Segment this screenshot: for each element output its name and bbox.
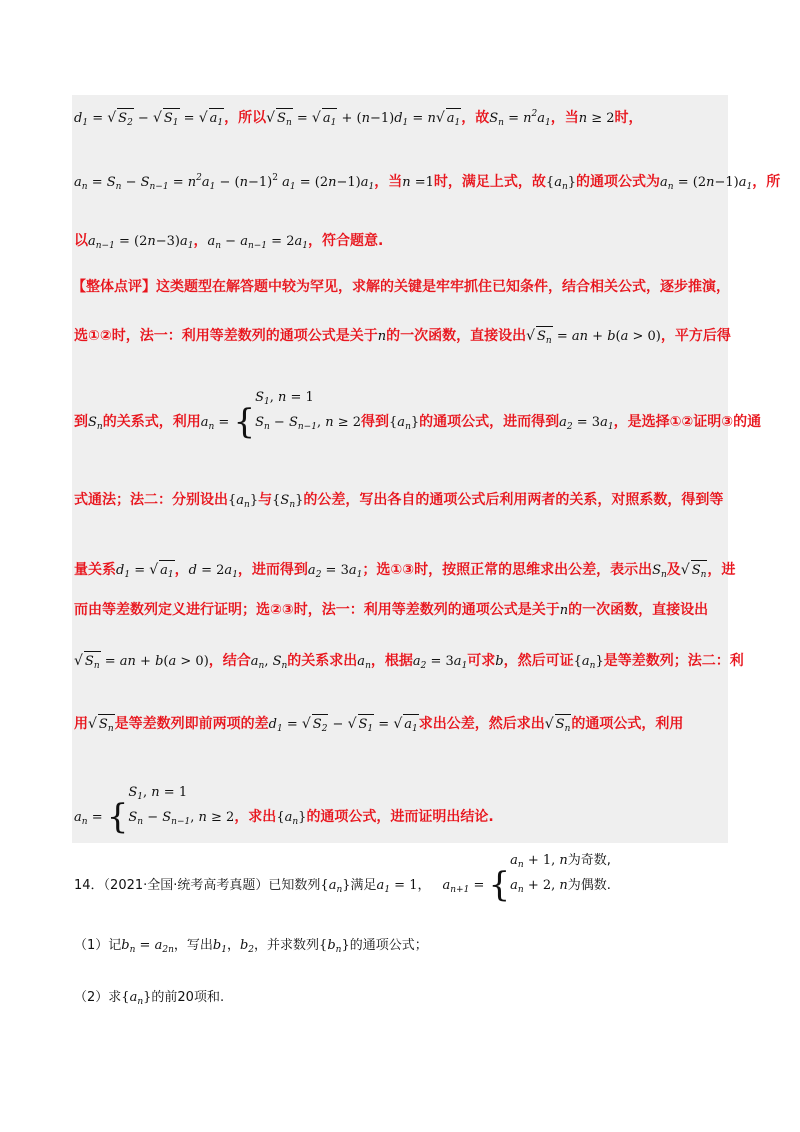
- solution-line-9: 而由等差数列定义进行证明；选②③时，法一：利用等差数列的通项公式是关于n的一次函数，直接设出: [74, 602, 709, 618]
- text: 以: [74, 233, 88, 249]
- text: 与: [258, 492, 273, 508]
- text: ，进而得到: [237, 562, 308, 578]
- question-14-part-2: （2）求$\{a_n\}$的前20项和.: [74, 990, 225, 1007]
- text: ，当: [550, 110, 579, 126]
- text: 的一次函数，直接设出: [568, 602, 709, 618]
- text: ，所以: [224, 110, 267, 126]
- text: ，并求数列: [254, 938, 320, 953]
- text: （2）求: [74, 990, 122, 1005]
- solution-line-8: 量关系$d_1$ = √ $a_1$，$d = 2a_1$，进而得到$a_2 = 3a_1$；选①③时，按照正常的思维求出公差，表示出$S_n$及√ $S_n$，进: [74, 560, 735, 585]
- solution-line-2: $a_n = S_n - S_{n-1} = n^2a_1 - (n-1)^2$ $a_1 = (2n-1)a_1$，当n =1时，满足上式，故$\{a_n\}$的通项公式为$a_n = (2n-1)a_1$，所: [74, 173, 781, 192]
- text: ，是选择①②证明③的通: [613, 414, 762, 430]
- solution-line-5: 选①②时，法一：利用等差数列的通项公式是关于n的一次函数，直接设出√ $S_n$ = an + b(a > 0)，平方后得: [74, 326, 731, 351]
- text: ，当: [374, 174, 403, 190]
- text: 求出公差，然后求出: [418, 716, 545, 732]
- text: 得到: [361, 414, 390, 430]
- solution-line-6: 到$S_n$的关系式，利用$a_n = \{S_1$, n = 1 $S_n - S_{n-1}$, n ≥ 2得到$\{a_n\}$的通项公式，进而得到$a_2 = 3a_1$，是选择①②证明③的通: [74, 390, 762, 442]
- text: 的通项公式，进而得到: [419, 414, 560, 430]
- question-14: 14．（2021·全国·统考高考真题）已知数列$\{a_n\}$满足$a_1 = 1$， $a_{n+1} = \{a_n + 1$, n为奇数, $a_n + 2$, n为偶数.: [74, 853, 611, 905]
- text: 的关系式，利用: [102, 414, 201, 430]
- text: ，求出: [234, 809, 277, 825]
- text: 时，: [614, 110, 643, 126]
- solution-line-10: √ $S_n$ = an + b(a > 0)，结合$a_n$, $S_n$的关系求出$a_n$，根据$a_2 = 3a_1$可求b，然后可证$\{a_n\}$是等差数列；法二：利: [74, 651, 744, 676]
- solution-line-7: 式通法；法二：分别设出$\{a_n\}$与$\{S_n\}$的公差，写出各自的通项公式后利用两者的关系，对照系数，得到等: [74, 492, 724, 510]
- solution-line-1: $d_1$ = √ $S_2$ − √ $S_1$ = √ $a_1$，所以√ $S_n$ = √ $a_1 + (n-1)d_1 = n√$ $a_1$，故$S_n = n^2a_1$，当n ≥ 2时，: [74, 104, 643, 133]
- overall-comment-title: 【整体点评】这类题型在解答题中较为罕见，求解的关键是牢牢抓住已知条件，结合相关公式，逐步推演，: [72, 279, 730, 295]
- text: 14．（2021·全国·统考高考真题）已知数列: [74, 878, 321, 893]
- text: 式通法；法二：分别设出: [74, 492, 228, 508]
- text: 为奇数,: [567, 853, 611, 868]
- text: 的通项公式；: [349, 938, 428, 953]
- text: ，所: [752, 174, 781, 190]
- text: 而由等差数列定义进行证明；选②③时，法一：利用等差数列的通项公式是关于: [74, 602, 560, 618]
- text: 及: [666, 562, 681, 578]
- text: ，进: [707, 562, 736, 578]
- solution-line-11: 用√ $S_n$是等差数列即前两项的差$d_1$ = √ $S_2$ − √ $S_1$ = √ $a_1$求出公差，然后求出√ $S_n$的通项公式，利用: [74, 714, 683, 739]
- text: ，然后可证: [503, 653, 574, 669]
- text: ；选①③时，按照正常的思维求出公差，表示出: [362, 562, 653, 578]
- text: 是等差数列；法二：利: [603, 653, 744, 669]
- text: 时，满足上式，故: [433, 174, 546, 190]
- text: ，: [193, 233, 208, 249]
- text: ，故: [461, 110, 490, 126]
- text: 可求: [467, 653, 496, 669]
- text: ，: [174, 562, 189, 578]
- text: ，: [417, 878, 431, 893]
- solution-line-3: 以$a_{n-1} = (2n-3)a_1$，$a_n - a_{n-1} = 2a_1$，符合题意.: [74, 233, 384, 251]
- text: （1）记: [74, 938, 122, 953]
- text: 的前20项和.: [151, 990, 225, 1005]
- text: 是等差数列即前两项的差: [114, 716, 269, 732]
- text: 到: [74, 414, 88, 430]
- text: 的通项公式，利用: [571, 716, 684, 732]
- text: 的通项公式为: [576, 174, 661, 190]
- text: 量关系: [74, 562, 116, 578]
- text: ，符合题意.: [307, 233, 384, 249]
- text: 的公差，写出各自的通项公式后利用两者的关系，对照系数，得到等: [303, 492, 724, 508]
- solution-line-12: $a_n = \{S_1$, n = 1 $S_n - S_{n-1}$, n ≥ 2，求出$\{a_n\}$的通项公式，进而证明出结论.: [74, 785, 494, 837]
- text: 选①②时，法一：利用等差数列的通项公式是关于: [74, 328, 378, 344]
- text: ，写出: [173, 938, 213, 953]
- text: 用: [74, 716, 88, 732]
- text: ，结合: [208, 653, 251, 669]
- text: ，根据: [370, 653, 413, 669]
- question-14-part-1: （1）记$b_n = a_{2n}$，写出$b_1$，$b_2$，并求数列$\{b_n\}$的通项公式；: [74, 938, 428, 955]
- text: 的一次函数，直接设出: [386, 328, 527, 344]
- text: 为偶数.: [567, 878, 611, 893]
- text: 满足: [350, 878, 377, 893]
- text: ，: [226, 938, 240, 953]
- text: 的通项公式，进而证明出结论.: [306, 809, 494, 825]
- text: 的关系求出: [287, 653, 358, 669]
- text: ，平方后得: [660, 328, 731, 344]
